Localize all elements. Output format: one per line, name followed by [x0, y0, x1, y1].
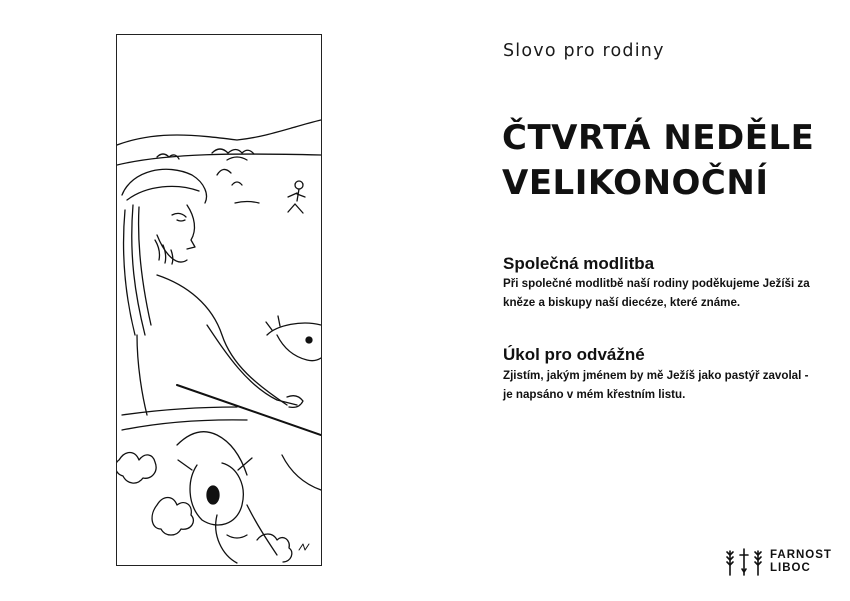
parish-logo: [724, 547, 832, 577]
shepherd-drawing: [117, 35, 321, 565]
page-title: [502, 116, 842, 206]
page-title-line-1: ČTVRTÁ NEDĚLE: [502, 118, 815, 158]
section-heading-task: Úkol pro odvážné: [503, 345, 645, 364]
parish-logo-text: [770, 549, 832, 575]
wheat-cross-icon: [724, 547, 764, 577]
good-shepherd-illustration: [116, 34, 322, 566]
section-body-prayer: Při společné modlitbě naší rodiny poděkujeme Ježíši za kněze a biskupy naší diecéze, které známe.: [503, 277, 810, 309]
document-subtitle: Slovo pro rodiny: [503, 41, 665, 61]
parish-logo-line-1: FARNOST: [770, 549, 832, 561]
section-heading-prayer: Společná modlitba: [503, 254, 655, 273]
hill-line: [117, 120, 321, 145]
page-title-line-2: VELIKONOČNÍ: [502, 163, 769, 203]
section-body-task: Zjistím, jakým jménem by mě Ježíš jako pastýř zavolal - je napsáno v mém křestním listu.: [503, 369, 809, 401]
parish-logo-line-2: LIBOC: [770, 562, 811, 574]
